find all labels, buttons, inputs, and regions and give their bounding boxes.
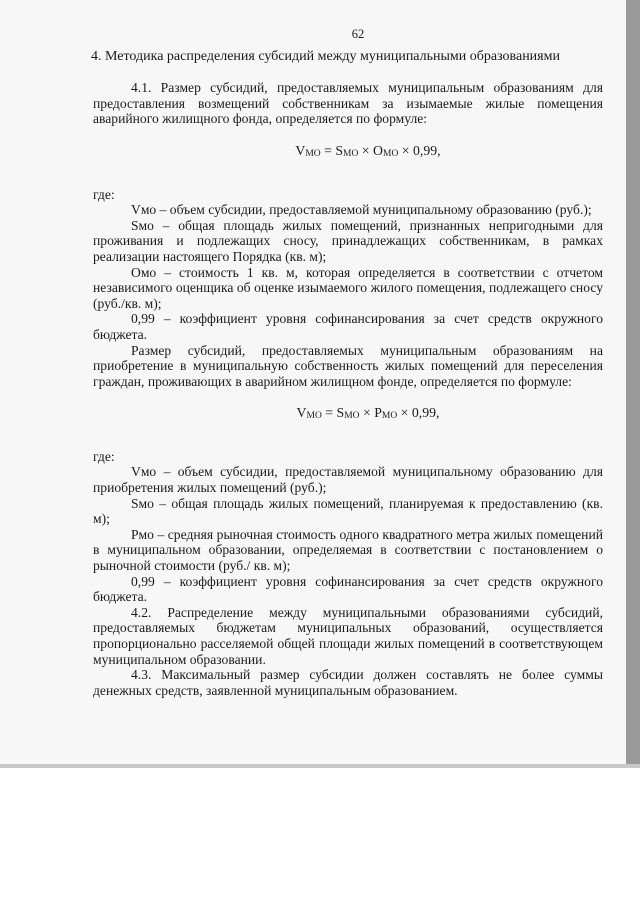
- formula-symbol: V: [295, 142, 306, 158]
- definition-s-purchase: Sмо – общая площадь жилых помещений, планируемая к предоставлению (кв. м);: [93, 495, 603, 527]
- where-label: где:: [93, 186, 115, 202]
- formula-operator: ×: [358, 142, 374, 158]
- formula-symbol: O: [373, 142, 384, 158]
- formula-subscript: МО: [306, 411, 322, 422]
- formula-operator: =: [320, 142, 336, 158]
- formula-subscript: МО: [343, 148, 359, 159]
- definition-v-purchase: Vмо – объем субсидии, предоставляемой муниципальному образованию для приобретения жилых помещений (руб.);: [93, 464, 603, 496]
- definition-s: Sмо – общая площадь жилых помещений, признанных непригодными для проживания и подлежащих сносу, принадлежащих собственникам, в рамках реализации настоящего Порядка (кв. м);: [93, 217, 603, 264]
- formula-symbol: P: [374, 405, 382, 421]
- formula-subscript: МО: [381, 411, 398, 422]
- paragraph-4-2: 4.2. Распределение между муниципальными образованиями субсидий, предоставляемых бюджетам муниципальных образований, осуществляется пропорционально расселяемой общей площади жилых помещений в соответствующем муниципальном образовании.: [93, 604, 603, 667]
- formula-subscript: МО: [344, 411, 360, 422]
- section-heading: 4. Методика распределения субсидий между муниципальными образованиями: [91, 48, 560, 64]
- definition-o: Омо – стоимость 1 кв. м, которая определяется в соответствии с отчетом независимого оценщика об оценке изымаемого жилого помещения, подлежащего сносу (руб./кв. м);: [93, 264, 603, 311]
- paragraph-4-1: 4.1. Размер субсидий, предоставляемых муниципальным образованиям для предоставления возмещений собственникам за изымаемые жилые помещения аварийного жилищного фонда, определяется по формуле:: [93, 80, 603, 127]
- formula-operator: ×: [359, 405, 375, 421]
- paragraph-4-3: 4.3. Максимальный размер субсидии должен составлять не более суммы денежных средств, заявленной муниципальным образованием.: [93, 667, 603, 698]
- formula-purchase: [93, 405, 603, 425]
- page-edge-shadow: [626, 0, 640, 768]
- formula-symbol: V: [296, 405, 307, 421]
- paragraph-purchase: Размер субсидий, предоставляемых муниципальным образованиям на приобретение в муниципальную собственность жилых помещений для переселения граждан, проживающих в аварийном жилищном фонде, определяется по формуле:: [93, 342, 603, 389]
- where-label: где:: [93, 448, 115, 464]
- page-number: 62: [351, 27, 365, 41]
- document-body: [93, 27, 603, 698]
- formula-operator: × 0,99,: [397, 405, 440, 421]
- definition-coefficient: 0,99 – коэффициент уровня софинансирования за счет средств окружного бюджета.: [93, 311, 603, 342]
- formula-symbol: S: [335, 142, 344, 158]
- scan-bottom-edge: [0, 764, 640, 768]
- formula-subscript: МО: [305, 148, 321, 159]
- formula-compensation: [93, 143, 603, 163]
- formula-symbol: S: [336, 405, 345, 421]
- formula-subscript: МО: [383, 148, 399, 159]
- formula-operator: × 0,99,: [398, 142, 441, 158]
- definition-v: Vмо – объем субсидии, предоставляемой муниципальному образованию (руб.);: [131, 202, 592, 218]
- definition-coefficient-purchase: 0,99 – коэффициент уровня софинансирования за счет средств окружного бюджета.: [93, 573, 603, 605]
- definition-p: Рмо – средняя рыночная стоимость одного квадратного метра жилых помещений в муниципальном образовании, определяемая в соответствии с постановлением о рыночной стоимости (руб./ кв. м);: [93, 526, 603, 574]
- formula-operator: =: [321, 405, 337, 421]
